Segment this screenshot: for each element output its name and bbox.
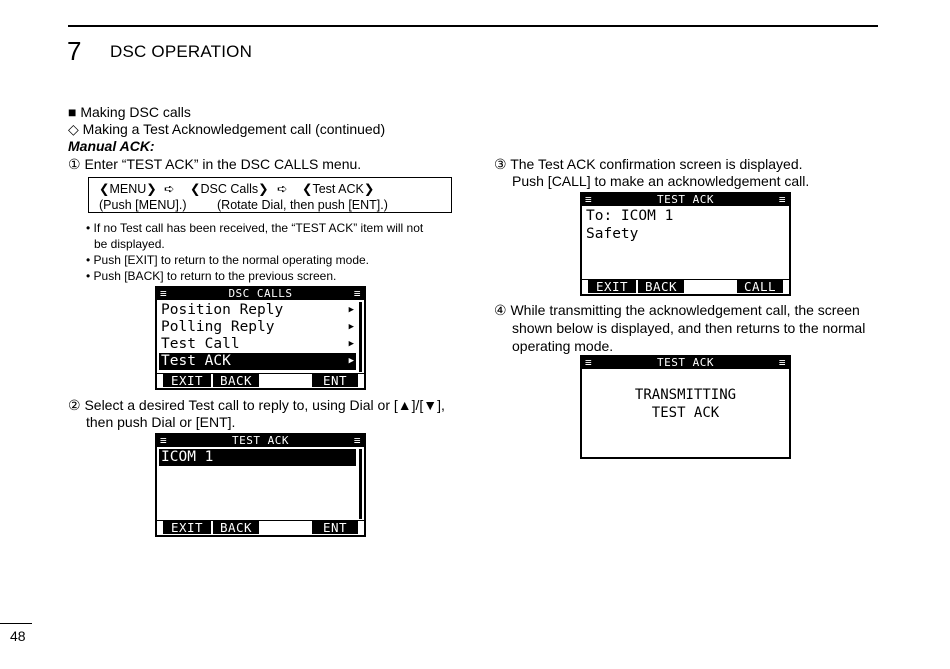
page-number: 48 — [10, 628, 26, 644]
step-3-cont: Push [CALL] to make an acknowledgement call. — [512, 173, 810, 189]
note-line: • If no Test call has been received, the “TEST ACK” item will not — [86, 221, 424, 235]
path-test-ack: ❮Test ACK❯ — [302, 182, 375, 196]
step-4-cont: shown below is displayed, and then returns to the normal — [512, 320, 866, 336]
lcd-menu-item: Position Reply ▶ — [161, 302, 354, 318]
right-arrow-icon: ▶ — [348, 305, 354, 315]
manual-ack-heading: Manual ACK: — [68, 138, 155, 154]
path-rotate: (Rotate Dial, then push [ENT].) — [217, 198, 388, 212]
step-4-cont: operating mode. — [512, 338, 614, 354]
path-menu: ❮MENU❯ — [99, 182, 157, 196]
menu-lines-icon: ≡ — [585, 356, 593, 369]
lcd-menu-item: Test Call ▶ — [161, 336, 354, 352]
lcd-title: DSC CALLS — [228, 287, 293, 300]
step-2: ② Select a desired Test call to reply to, using Dial or [▲]/[▼], — [68, 397, 445, 413]
ent-key: ENT — [312, 521, 358, 534]
lcd-screen-dsc-calls — [155, 286, 366, 390]
lcd-title: TEST ACK — [657, 193, 714, 206]
back-key: BACK — [213, 521, 259, 534]
lcd-transmitting-text: TRANSMITTING — [634, 387, 737, 403]
step-2-cont: then push Dial or [ENT]. — [86, 414, 236, 430]
menu-lines-icon: ≡ — [778, 356, 786, 369]
lcd-title: TEST ACK — [232, 434, 289, 447]
step-1: ① Enter “TEST ACK” in the DSC CALLS menu. — [68, 156, 362, 172]
back-key: BACK — [638, 280, 684, 293]
ent-key: ENT — [312, 374, 358, 387]
menu-lines-icon: ≡ — [160, 434, 168, 447]
menu-lines-icon: ≡ — [585, 193, 593, 206]
lcd-list-item-selected: ICOM 1 — [159, 449, 356, 466]
menu-lines-icon: ≡ — [353, 287, 361, 300]
lcd-menu-item: Polling Reply ▶ — [161, 319, 354, 335]
menu-path-box — [88, 177, 452, 213]
chapter-title: DSC OPERATION — [110, 42, 253, 61]
note-line: be displayed. — [94, 237, 165, 251]
exit-key: EXIT — [163, 521, 211, 534]
chapter-number: 7 — [67, 36, 82, 66]
exit-key: EXIT — [163, 374, 211, 387]
lcd-title: TEST ACK — [657, 356, 714, 369]
menu-lines-icon: ≡ — [353, 434, 361, 447]
right-arrow-icon: ▶ — [348, 339, 354, 349]
path-dsc-calls: ❮DSC Calls❯ — [190, 182, 269, 196]
path-arrow-icon: ➪ — [164, 182, 175, 196]
step-3: ③ The Test ACK confirmation screen is displayed. — [494, 156, 803, 172]
path-arrow-icon: ➪ — [277, 182, 288, 196]
note-line: • Push [EXIT] to return to the normal operating mode. — [86, 253, 370, 267]
right-arrow-icon: ▶ — [348, 322, 354, 332]
page-number-rule — [0, 623, 32, 624]
lcd-to-line: To: ICOM 1 — [586, 208, 674, 224]
lcd-title-bar — [582, 194, 789, 206]
lcd-screen-test-ack-confirm — [580, 192, 791, 296]
subsection-heading: ◇ Making a Test Acknowledgement call (continued) — [68, 121, 386, 137]
section-heading: ■ Making DSC calls — [68, 104, 191, 120]
menu-lines-icon: ≡ — [160, 287, 168, 300]
step-4: ④ While transmitting the acknowledgement call, the screen — [494, 302, 860, 318]
right-arrow-icon: ▶ — [348, 356, 354, 366]
back-key: BACK — [213, 374, 259, 387]
lcd-scrollbar — [359, 302, 362, 372]
lcd-title-bar — [582, 357, 789, 369]
lcd-test-ack-text: TEST ACK — [651, 405, 720, 421]
menu-lines-icon: ≡ — [778, 193, 786, 206]
lcd-title-bar — [157, 288, 364, 300]
lcd-screen-test-ack-list — [155, 433, 366, 537]
exit-key: EXIT — [588, 280, 636, 293]
lcd-screen-transmitting — [580, 355, 791, 459]
note-line: • Push [BACK] to return to the previous screen. — [86, 269, 337, 283]
call-key: CALL — [737, 280, 783, 293]
lcd-title-bar — [157, 435, 364, 447]
lcd-menu-item-selected: Test ACK ▶ — [161, 353, 354, 369]
lcd-scrollbar — [359, 449, 362, 519]
header-rule — [68, 25, 878, 27]
path-push-menu: (Push [MENU].) — [99, 198, 187, 212]
lcd-category-line: Safety — [586, 226, 639, 242]
